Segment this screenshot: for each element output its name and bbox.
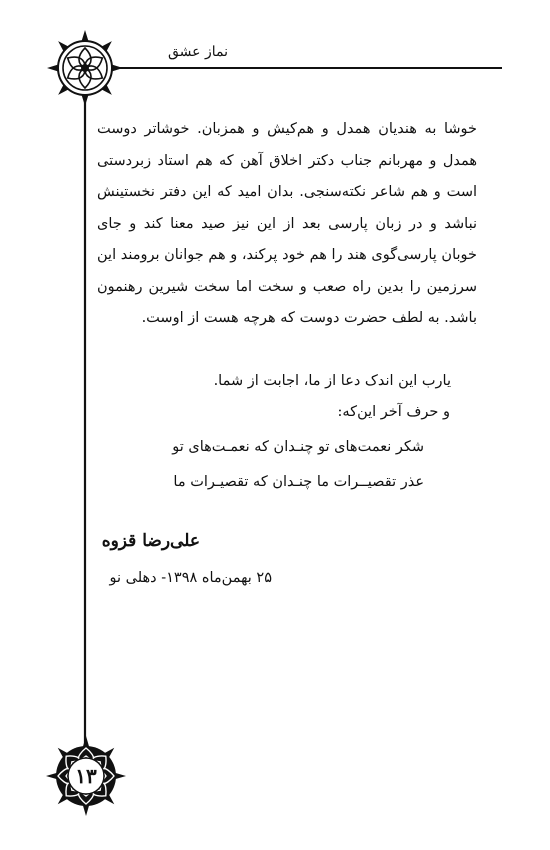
verse-line-1: شکر نعمت‌های تو چنـدان که نعمـت‌های تو xyxy=(172,439,424,455)
running-title: نماز عشق xyxy=(168,44,228,60)
page-number: ۱۳ xyxy=(75,764,97,788)
prayer-line: یارب این اندک دعا از ما، اجابت از شما. xyxy=(213,373,451,389)
signature-date: ۲۵ بهمن‌ماه ۱۳۹۸- دهلی نو xyxy=(109,570,272,586)
verse-line-2: عذر تقصیــرات ما چنـدان که تقصیـرات ما xyxy=(173,474,424,490)
closing-intro-line: و حرف آخر این‌که: xyxy=(337,404,450,420)
top-rosette-ornament xyxy=(31,14,138,121)
author-signature: علی‌رضا قزوه xyxy=(101,531,200,551)
body-paragraph: خوشا به هندیان همدل و هم‌کیش و همزبان. خوشاتر دوست همدل و مهربانم جناب دکتر اخلاق آهن که هم استاد زبردستی است و هم شاعر نکته‌سنجی. بدان امید که این دفتر نخستینش نباشد و در زبان پارسی بعد از این نیز صید معنا کند و جای خوبان پارسی‌گوی هند را هم خود پرکند، و هم جوانان برومند این سرزمین را بدین راه صعب و سخت اما سخت شیرین رهنمون باشد. به لطف حضرت دوست که هرچه هست از اوست. xyxy=(97,121,477,326)
